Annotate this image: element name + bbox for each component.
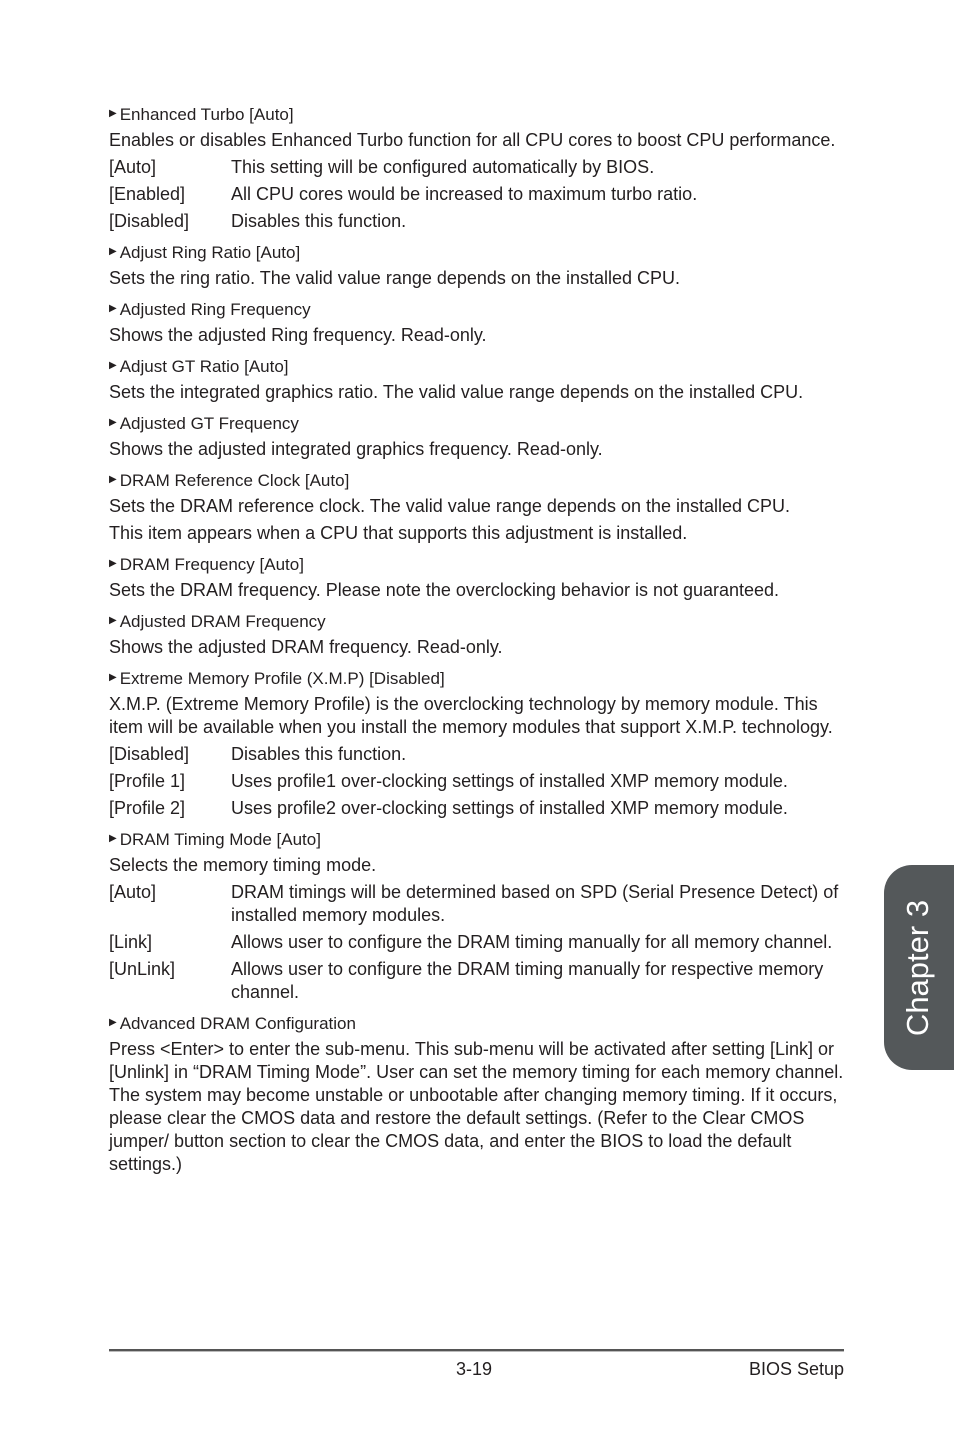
setting-section [109, 611, 844, 659]
option-row [109, 931, 844, 954]
option-row [109, 770, 844, 793]
setting-heading [109, 242, 844, 264]
option-value: Allows user to configure the DRAM timing manually for respective memory channel. [231, 959, 824, 1002]
option-key: [Auto] [109, 882, 157, 902]
triangle-bullet-icon: ▶ [109, 672, 117, 683]
option-value: DRAM timings will be determined based on SPD (Serial Presence Detect) of installed memory modules. [231, 882, 839, 925]
option-value: Disables this function. [231, 744, 407, 764]
setting-title: Adjusted Ring Frequency [119, 300, 311, 319]
option-value: All CPU cores would be increased to maximum turbo ratio. [231, 184, 698, 204]
setting-section [109, 356, 844, 404]
option-key: [Link] [109, 932, 153, 952]
setting-heading [109, 299, 844, 321]
setting-title: DRAM Timing Mode [Auto] [119, 830, 321, 849]
option-key: [Profile 2] [109, 798, 186, 818]
setting-title: Adjust Ring Ratio [Auto] [119, 243, 301, 262]
triangle-bullet-icon: ▶ [109, 360, 117, 371]
setting-section [109, 242, 844, 290]
setting-title: Adjusted DRAM Frequency [119, 612, 326, 631]
page-number: 3-19 [456, 1359, 493, 1379]
setting-section [109, 668, 844, 820]
option-key: [Disabled] [109, 744, 190, 764]
setting-title: DRAM Frequency [Auto] [119, 555, 304, 574]
setting-description: Sets the integrated graphics ratio. The valid value range depends on the installed CPU. [109, 382, 804, 402]
triangle-bullet-icon: ▶ [109, 108, 117, 119]
option-key: [Profile 1] [109, 771, 186, 791]
setting-description: Selects the memory timing mode. [109, 855, 377, 875]
triangle-bullet-icon: ▶ [109, 303, 117, 314]
page-content [109, 104, 844, 1185]
setting-description: This item appears when a CPU that supports this adjustment is installed. [109, 523, 688, 543]
setting-section [109, 413, 844, 461]
setting-section [109, 554, 844, 602]
setting-title: Adjust GT Ratio [Auto] [119, 357, 289, 376]
option-value: Uses profile2 over-clocking settings of installed XMP memory module. [231, 798, 788, 818]
setting-description: Shows the adjusted DRAM frequency. Read-only. [109, 637, 503, 657]
triangle-bullet-icon: ▶ [109, 833, 117, 844]
option-row [109, 156, 844, 179]
setting-title: Adjusted GT Frequency [119, 414, 299, 433]
option-key: [UnLink] [109, 959, 176, 979]
triangle-bullet-icon: ▶ [109, 417, 117, 428]
triangle-bullet-icon: ▶ [109, 1017, 117, 1028]
option-list [109, 743, 844, 820]
option-list [109, 156, 844, 233]
setting-heading [109, 104, 844, 126]
setting-description: Shows the adjusted integrated graphics frequency. Read-only. [109, 439, 603, 459]
setting-section [109, 299, 844, 347]
setting-heading [109, 668, 844, 690]
option-row [109, 797, 844, 820]
option-list [109, 881, 844, 1004]
setting-heading [109, 356, 844, 378]
option-row [109, 958, 844, 1004]
footer-rule [109, 1349, 844, 1352]
setting-description: Shows the adjusted Ring frequency. Read-only. [109, 325, 487, 345]
option-key: [Disabled] [109, 211, 190, 231]
setting-title: DRAM Reference Clock [Auto] [119, 471, 350, 490]
setting-section [109, 470, 844, 545]
option-row [109, 743, 844, 766]
option-key: [Auto] [109, 157, 157, 177]
setting-section [109, 1013, 844, 1176]
option-value: Uses profile1 over-clocking settings of installed XMP memory module. [231, 771, 788, 791]
chapter-tab-label: Chapter 3 [900, 899, 935, 1036]
chapter-tab [884, 865, 954, 1070]
option-row [109, 881, 844, 927]
setting-description: X.M.P. (Extreme Memory Profile) is the overclocking technology by memory module. This item will be available when you install the memory modules that support X.M.P. technology. [109, 694, 833, 737]
triangle-bullet-icon: ▶ [109, 474, 117, 485]
triangle-bullet-icon: ▶ [109, 615, 117, 626]
option-value: Disables this function. [231, 211, 407, 231]
setting-heading [109, 829, 844, 851]
option-key: [Enabled] [109, 184, 186, 204]
setting-section [109, 829, 844, 1004]
setting-description: Sets the DRAM frequency. Please note the overclocking behavior is not guaranteed. [109, 580, 780, 600]
option-row [109, 183, 844, 206]
setting-heading [109, 554, 844, 576]
setting-heading [109, 470, 844, 492]
setting-title: Extreme Memory Profile (X.M.P) [Disabled] [119, 669, 445, 688]
setting-section [109, 104, 844, 233]
setting-description: Sets the DRAM reference clock. The valid value range depends on the installed CPU. [109, 496, 791, 516]
setting-description: Sets the ring ratio. The valid value range depends on the installed CPU. [109, 268, 681, 288]
setting-title: Advanced DRAM Configuration [119, 1014, 356, 1033]
footer-title: BIOS Setup [748, 1359, 844, 1379]
setting-title: Enhanced Turbo [Auto] [119, 105, 294, 124]
triangle-bullet-icon: ▶ [109, 246, 117, 257]
setting-description: Enables or disables Enhanced Turbo function for all CPU cores to boost CPU performance. [109, 130, 836, 150]
option-value: This setting will be configured automatically by BIOS. [231, 157, 655, 177]
setting-description: Press <Enter> to enter the sub-menu. This sub-menu will be activated after setting [Link] or [Unlink] in “DRAM Timing Mode”. User can set the memory timing for each memory channel. The system may become unstable or unbootable after changing memory timing. If it occurs, please clear the CMOS data and restore the default settings. (Refer to the Clear CMOS jumper/ button section to clear the CMOS data, and enter the BIOS to load the default settings.) [109, 1039, 844, 1174]
triangle-bullet-icon: ▶ [109, 558, 117, 569]
setting-heading [109, 413, 844, 435]
setting-heading [109, 1013, 844, 1035]
option-value: Allows user to configure the DRAM timing manually for all memory channel. [231, 932, 833, 952]
option-row [109, 210, 844, 233]
setting-heading [109, 611, 844, 633]
